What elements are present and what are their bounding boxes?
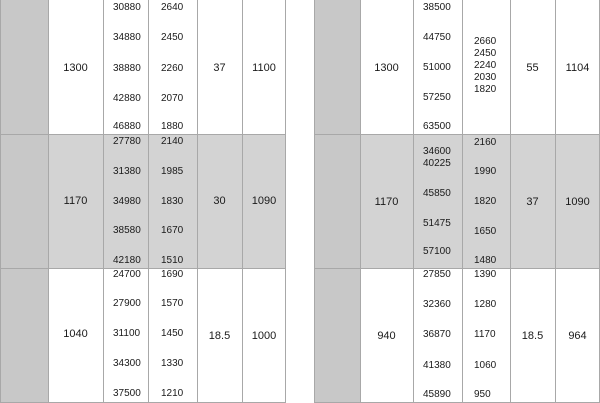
torque-value: 51000 <box>423 62 451 73</box>
torque-value: 34300 <box>113 358 141 369</box>
torque-value: 42880 <box>113 93 141 104</box>
power-cell: 37 <box>526 196 539 208</box>
torque-value: 34880 <box>113 32 141 43</box>
torque-value: 31380 <box>113 166 141 177</box>
speed-value: 1170 <box>474 329 496 340</box>
speed-value: 2260 <box>161 63 184 74</box>
weight-cell: 1104 <box>565 62 590 74</box>
power-cell: 18.5 <box>208 330 231 342</box>
torque-value: 57250 <box>423 92 451 103</box>
speed-value: 1570 <box>161 298 184 309</box>
speed-value: 2450 <box>474 48 497 59</box>
speed-value: 1670 <box>161 225 184 236</box>
torque-value: 34600 <box>423 146 451 157</box>
torque-value: 42180 <box>113 255 141 266</box>
speed-value: 1880 <box>161 121 184 132</box>
speed-value: 1985 <box>161 166 184 177</box>
speed-value: 1830 <box>161 196 184 207</box>
speed-value: 2450 <box>161 32 184 43</box>
speed-value: 1650 <box>474 226 497 237</box>
diameter-cell: 1040 <box>63 328 88 340</box>
speed-value: 1280 <box>474 299 497 310</box>
torque-value: 30880 <box>113 2 141 13</box>
diameter-cell: 1300 <box>374 62 399 74</box>
weight-cell: 964 <box>568 330 587 342</box>
torque-value: 37500 <box>113 388 141 399</box>
left-side-column <box>0 0 49 403</box>
right-spec-table <box>314 0 600 403</box>
torque-value: 63500 <box>423 121 451 132</box>
diameter-cell: 940 <box>377 330 396 342</box>
left-spec-table <box>0 0 286 403</box>
power-cell: 37 <box>213 62 226 74</box>
speed-value: 2140 <box>161 136 184 147</box>
speed-value: 1390 <box>474 269 497 280</box>
speed-value: 2240 <box>474 60 497 71</box>
torque-value: 57100 <box>423 246 451 257</box>
torque-value: 40225 <box>423 158 451 169</box>
speed-value: 2070 <box>161 93 184 104</box>
torque-value: 38880 <box>113 63 141 74</box>
torque-value: 41380 <box>423 360 451 371</box>
weight-cell: 1090 <box>251 195 277 207</box>
torque-value: 38500 <box>423 2 451 13</box>
speed-value: 1480 <box>474 255 497 266</box>
torque-value: 51475 <box>423 218 451 229</box>
speed-value: 1990 <box>474 166 497 177</box>
diameter-cell: 1300 <box>63 62 88 74</box>
speed-value: 950 <box>474 389 491 400</box>
speed-value: 1820 <box>474 196 497 207</box>
right-side-column <box>314 0 361 403</box>
speed-value: 1510 <box>161 255 184 266</box>
torque-value: 46880 <box>113 121 141 132</box>
torque-value: 27900 <box>113 298 141 309</box>
torque-value: 24700 <box>113 269 141 280</box>
torque-value: 32360 <box>423 299 451 310</box>
power-cell: 30 <box>213 195 226 207</box>
speed-value: 2160 <box>474 137 497 148</box>
weight-cell: 1090 <box>565 196 590 208</box>
power-cell: 18.5 <box>521 330 544 342</box>
torque-value: 44750 <box>423 32 451 43</box>
weight-cell: 1100 <box>252 62 276 74</box>
power-cell: 55 <box>526 62 539 74</box>
torque-value: 34980 <box>113 196 141 207</box>
speed-value: 1060 <box>474 360 497 371</box>
speed-value: 2030 <box>474 72 497 83</box>
torque-value: 27850 <box>423 269 451 280</box>
speed-value: 1330 <box>161 358 184 369</box>
torque-value: 45850 <box>423 188 451 199</box>
speed-value: 1450 <box>161 328 184 339</box>
speed-value: 1210 <box>161 388 184 399</box>
speed-value: 1820 <box>474 84 497 95</box>
speed-value: 1690 <box>161 269 184 280</box>
torque-value: 36870 <box>423 329 451 340</box>
torque-value: 38580 <box>113 225 141 236</box>
torque-value: 45890 <box>423 389 451 400</box>
torque-value: 27780 <box>113 136 141 147</box>
speed-value: 2640 <box>161 2 184 13</box>
diameter-cell: 1170 <box>63 195 88 207</box>
speed-value: 2660 <box>474 36 497 47</box>
torque-value: 31100 <box>113 328 141 339</box>
weight-cell: 1000 <box>251 330 277 342</box>
diameter-cell: 1170 <box>374 196 399 208</box>
